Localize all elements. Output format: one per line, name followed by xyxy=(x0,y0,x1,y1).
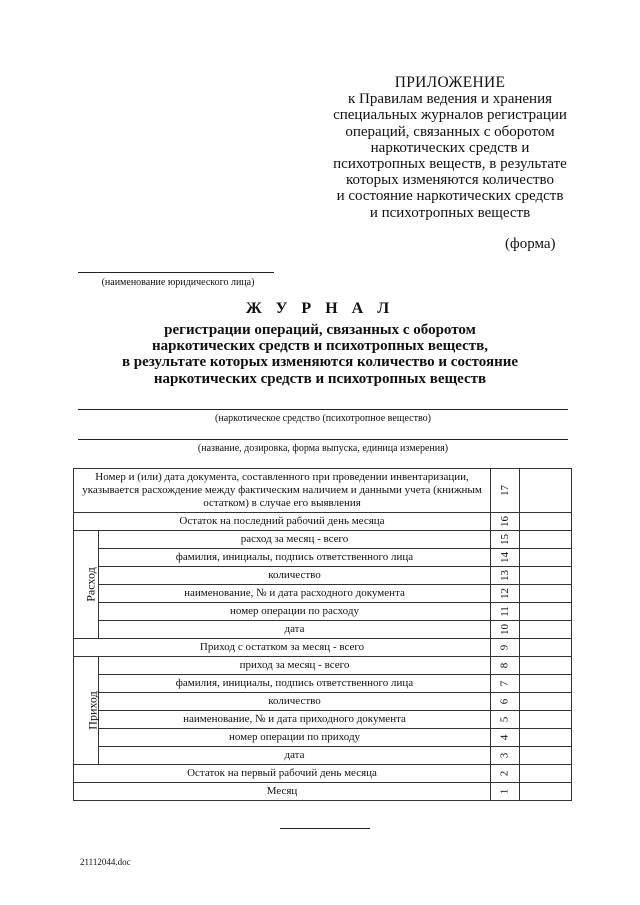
appendix-line: операций, связанных с оборотом xyxy=(345,123,555,140)
row-label: приход за месяц - всего xyxy=(99,657,491,675)
row-value-cell[interactable] xyxy=(520,765,572,783)
row-label: Остаток на последний рабочий день месяца xyxy=(74,513,491,531)
table-row xyxy=(74,729,572,747)
table-row xyxy=(74,747,572,765)
appendix-line: которых изменяются количество xyxy=(346,172,554,189)
row-number: 4 xyxy=(491,729,520,747)
table-row xyxy=(74,585,572,603)
journal-heading xyxy=(60,300,580,387)
row-value-cell[interactable] xyxy=(520,531,572,549)
row-label: количество xyxy=(99,693,491,711)
table-row xyxy=(74,639,572,657)
row-label: расход за месяц - всего xyxy=(99,531,491,549)
appendix-line: к Правилам ведения и хранения xyxy=(347,91,553,108)
appendix-header xyxy=(300,75,600,221)
form-label: (форма) xyxy=(505,236,556,252)
journal-subtitle-line: регистрации операций, связанных с оборотом xyxy=(164,322,476,338)
row-value-cell[interactable] xyxy=(520,711,572,729)
row-label: количество xyxy=(99,567,491,585)
table-row xyxy=(74,621,572,639)
table-row xyxy=(74,783,572,801)
row-label: Месяц xyxy=(74,783,491,801)
row-label: наименование, № и дата расходного документа xyxy=(99,585,491,603)
row-number: 12 xyxy=(491,585,520,603)
appendix-line: психотропных веществ, в результате xyxy=(333,156,567,173)
row-value-cell[interactable] xyxy=(520,513,572,531)
row-label: номер операции по приходу xyxy=(99,729,491,747)
row-value-cell[interactable] xyxy=(520,567,572,585)
table-row xyxy=(74,693,572,711)
table-row xyxy=(74,711,572,729)
row-value-cell[interactable] xyxy=(520,585,572,603)
row-value-cell[interactable] xyxy=(520,747,572,765)
row-number: 17 xyxy=(491,469,520,513)
row-value-cell[interactable] xyxy=(520,693,572,711)
table-row xyxy=(74,513,572,531)
details-caption: (название, дозировка, форма выпуска, единица измерения) xyxy=(197,443,449,454)
table-row xyxy=(74,531,572,549)
table-row xyxy=(74,567,572,585)
row-label: дата xyxy=(99,621,491,639)
appendix-line: и психотропных веществ xyxy=(369,204,531,221)
row-number: 6 xyxy=(491,693,520,711)
row-number: 14 xyxy=(491,549,520,567)
row-label: фамилия, инициалы, подпись ответственного лица xyxy=(99,549,491,567)
table-row xyxy=(74,765,572,783)
row-label: фамилия, инициалы, подпись ответственного лица xyxy=(99,675,491,693)
row-number: 1 xyxy=(491,783,520,801)
entity-name-caption: (наименование юридического лица) xyxy=(101,277,255,288)
row-value-cell[interactable] xyxy=(520,675,572,693)
row-number: 13 xyxy=(491,567,520,585)
table-row xyxy=(74,603,572,621)
substance-line xyxy=(78,409,568,410)
row-value-cell[interactable] xyxy=(520,729,572,747)
footer-separator xyxy=(280,828,370,829)
row-number: 11 xyxy=(491,603,520,621)
table-row xyxy=(74,549,572,567)
details-line xyxy=(78,439,568,440)
row-number: 9 xyxy=(491,639,520,657)
row-label: Номер и (или) дата документа, составленного при проведении инвентаризации, указывается расхождение между фактическим наличием и данными учета (книжным остатком) в случае его выявления xyxy=(74,469,491,513)
row-number: 16 xyxy=(491,513,520,531)
row-value-cell[interactable] xyxy=(520,639,572,657)
table-row xyxy=(74,469,572,513)
table-row xyxy=(74,657,572,675)
row-value-cell[interactable] xyxy=(520,603,572,621)
row-value-cell[interactable] xyxy=(520,469,572,513)
row-number: 10 xyxy=(491,621,520,639)
table-row xyxy=(74,675,572,693)
row-value-cell[interactable] xyxy=(520,621,572,639)
row-number: 5 xyxy=(491,711,520,729)
appendix-line: наркотических средств и xyxy=(370,139,530,156)
row-label: Приход с остатком за месяц - всего xyxy=(74,639,491,657)
row-number: 8 xyxy=(491,657,520,675)
row-number: 2 xyxy=(491,765,520,783)
row-value-cell[interactable] xyxy=(520,783,572,801)
journal-subtitle-line: в результате которых изменяются количество и состояние xyxy=(121,354,519,371)
journal-subtitle-line: наркотических средств и психотропных веществ, xyxy=(151,338,488,355)
row-value-cell[interactable] xyxy=(520,657,572,675)
appendix-title: ПРИЛОЖЕНИЕ xyxy=(394,74,506,91)
appendix-line: и состояние наркотических средств xyxy=(336,188,564,205)
journal-subtitle-line: наркотических средств и психотропных веществ xyxy=(153,370,487,387)
appendix-line: специальных журналов регистрации xyxy=(333,107,567,124)
row-label: Остаток на первый рабочий день месяца xyxy=(74,765,491,783)
row-label: наименование, № и дата приходного документа xyxy=(99,711,491,729)
journal-title: Ж У Р Н А Л xyxy=(245,300,395,317)
row-label: номер операции по расходу xyxy=(99,603,491,621)
row-label: дата xyxy=(99,747,491,765)
expense-group-label: Расход xyxy=(74,531,99,639)
entity-name-line xyxy=(78,272,274,273)
document-filename: 21112044.doc xyxy=(80,857,131,867)
row-number: 15 xyxy=(491,531,520,549)
row-number: 7 xyxy=(491,675,520,693)
substance-caption: (наркотическое средство (психотропное вещество) xyxy=(215,413,431,424)
row-number: 3 xyxy=(491,747,520,765)
journal-table xyxy=(73,468,572,801)
income-group-label: Приход xyxy=(74,657,99,765)
row-value-cell[interactable] xyxy=(520,549,572,567)
